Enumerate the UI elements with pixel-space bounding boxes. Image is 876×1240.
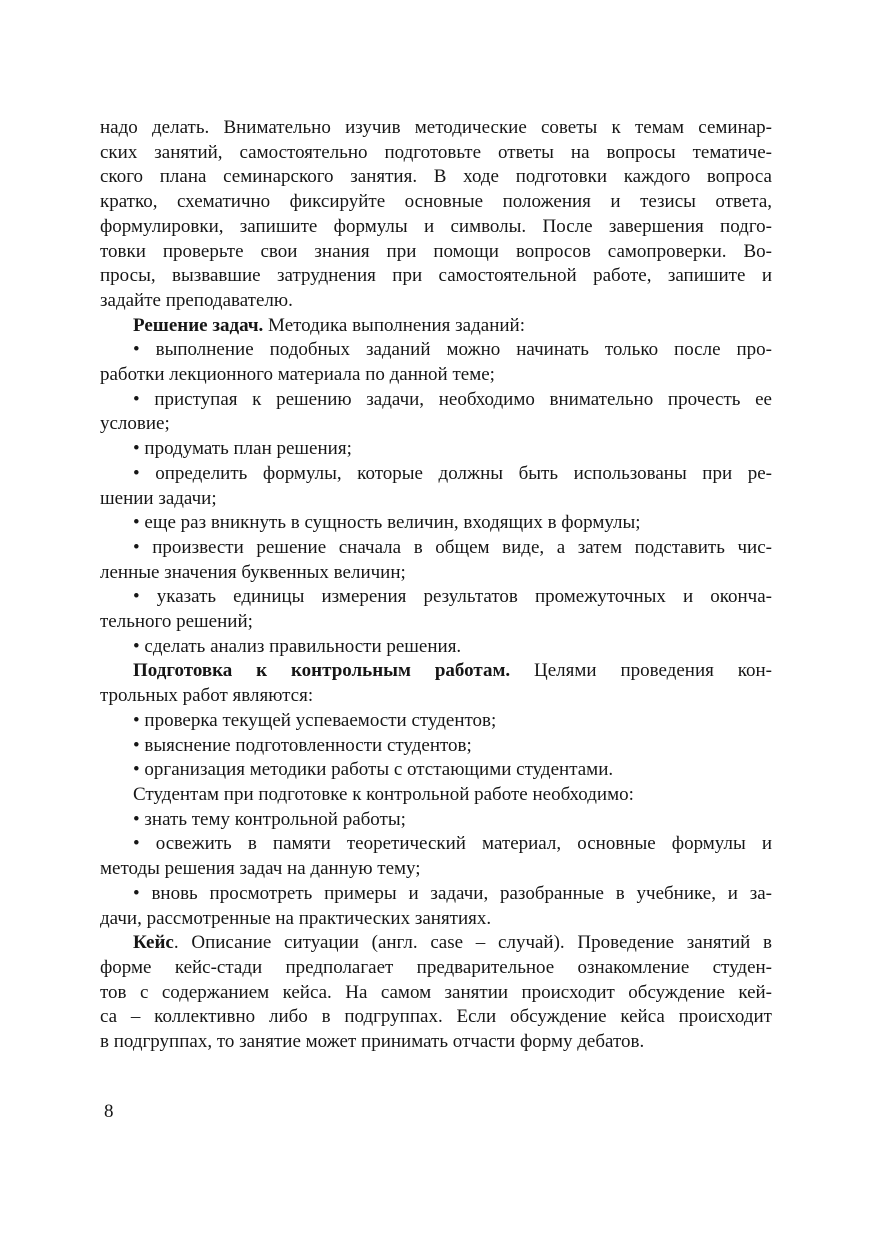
text-line: • сделать анализ правильности решения. — [133, 635, 462, 657]
bullet-item — [100, 635, 772, 660]
text-line: просы, вызвавшие затруднения при самостоятельной работе, запишите и — [100, 265, 772, 287]
text-line: в подгруппах, то занятие может принимать отчасти форму дебатов. — [100, 1031, 645, 1053]
bullet-item — [100, 585, 772, 634]
text-line: условие; — [100, 413, 170, 435]
bullet-item — [100, 882, 772, 931]
text-line: шении задачи; — [100, 487, 217, 509]
text-line: • приступая к решению задачи, необходимо внимательно прочесть ее — [133, 388, 772, 410]
bullet-item — [100, 758, 772, 783]
text-line: • еще раз вникнуть в сущность величин, входящих в формулы; — [133, 512, 641, 534]
text-line: Студентам при подготовке к контрольной работе необходимо: — [133, 783, 634, 805]
text-line: работки лекционного материала по данной теме; — [100, 364, 495, 386]
text-line: • проверка текущей успеваемости студентов; — [133, 709, 497, 731]
text-line: тельного решений; — [100, 611, 253, 633]
bullet-item — [100, 536, 772, 585]
text-line: трольных работ являются: — [100, 685, 314, 707]
text-line: • организация методики работы с отстающими студентами. — [133, 759, 614, 781]
heading-paragraph-solving-tasks — [100, 314, 772, 339]
text-line: ских занятий, самостоятельно подготовьте ответы на вопросы тематиче- — [100, 141, 772, 163]
text-line: Кейс. Описание ситуации (англ. case – случай). Проведение занятий в — [133, 932, 772, 954]
text-line: методы решения задач на данную тему; — [100, 858, 421, 880]
text-line: • указать единицы измерения результатов промежуточных и оконча- — [133, 586, 772, 608]
paragraph-case — [100, 931, 772, 1055]
text-line: • продумать план решения; — [133, 438, 352, 460]
text-line: • выполнение подобных заданий можно начинать только после про- — [133, 339, 772, 361]
text-line: ленные значения буквенных величин; — [100, 561, 406, 583]
bold-run: Кейс — [133, 932, 174, 954]
bullet-item — [100, 388, 772, 437]
text-line: тов с содержанием кейса. На самом занятии происходит обсуждение кей- — [100, 981, 772, 1003]
text-line: надо делать. Внимательно изучив методические советы к темам семинар- — [100, 117, 772, 138]
text-line: ского плана семинарского занятия. В ходе подготовки каждого вопроса — [100, 166, 772, 188]
text-line: • освежить в памяти теоретический материал, основные формулы и — [133, 833, 772, 855]
bullet-item — [100, 832, 772, 881]
bullet-item — [100, 462, 772, 511]
text-line: • выяснение подготовленности студентов; — [133, 734, 472, 756]
text-line: • знать тему контрольной работы; — [133, 808, 406, 830]
heading-paragraph-control-works — [100, 659, 772, 708]
text-line: формулировки, запишите формулы и символы. После завершения подго- — [100, 215, 772, 237]
bold-run: Подготовка к контрольным работам. — [133, 660, 511, 682]
text-block — [100, 116, 772, 1055]
text-line: са – коллективно либо в подгруппах. Если обсуждение кейса происходит — [100, 1006, 772, 1028]
bullet-item — [100, 511, 772, 536]
text-line: • определить формулы, которые должны быть использованы при ре- — [133, 462, 772, 484]
text-line: • вновь просмотреть примеры и задачи, разобранные в учебнике, и за- — [133, 882, 772, 904]
text-line: задайте преподавателю. — [100, 289, 293, 311]
bullet-item — [100, 734, 772, 759]
text-line: Подготовка к контрольным работам. Целями проведения кон- — [133, 660, 772, 682]
bullet-item — [100, 338, 772, 387]
text-line: Решение задач. Методика выполнения заданий: — [133, 314, 525, 336]
text-line: кратко, схематично фиксируйте основные положения и тезисы ответа, — [100, 191, 772, 213]
text-line: • произвести решение сначала в общем виде, а затем подставить чис- — [133, 536, 772, 558]
text-line: форме кейс-стади предполагает предварительное ознакомление студен- — [100, 956, 772, 978]
bold-run: Решение задач. — [133, 314, 264, 336]
paragraph-seminar-preparation — [100, 116, 772, 314]
paragraph-students-need — [100, 783, 772, 808]
text-line: товки проверьте свои знания при помощи вопросов самопроверки. Во- — [100, 240, 772, 262]
page-number: 8 — [104, 1101, 114, 1122]
bullet-item — [100, 808, 772, 833]
bullet-item — [100, 437, 772, 462]
text-line: дачи, рассмотренные на практических занятиях. — [100, 907, 492, 929]
bullet-item — [100, 709, 772, 734]
